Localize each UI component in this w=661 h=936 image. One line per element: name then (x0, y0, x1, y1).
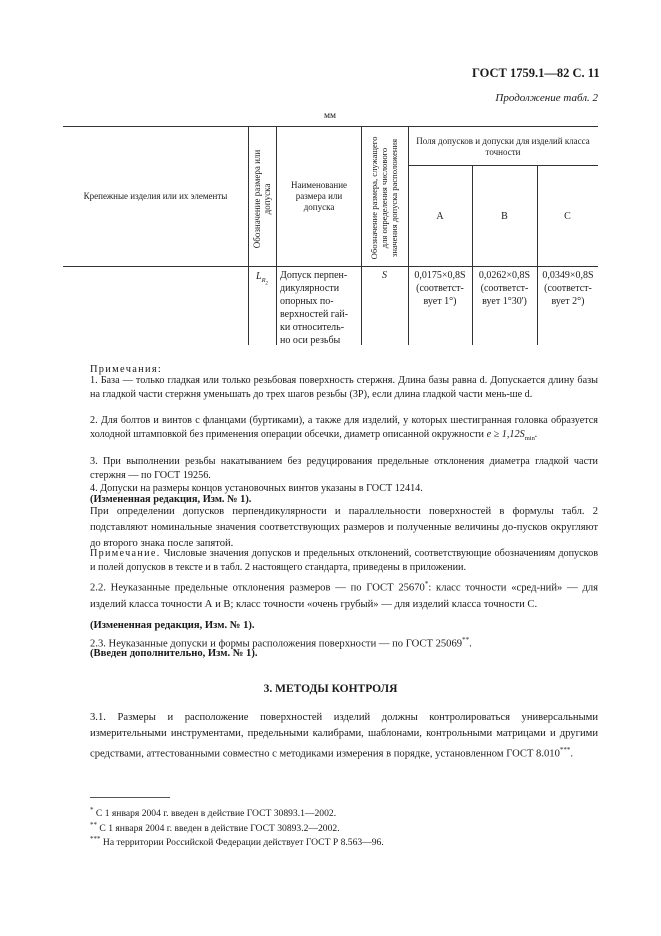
name-line: опорных по- (280, 296, 334, 307)
table-rule (537, 166, 538, 345)
footnote-3-text: На территории Российской Федерации действует ГОСТ Р 8.563—96. (102, 837, 384, 849)
footnote-1-mark: * (90, 806, 94, 814)
value-line: вует 1°30') (482, 296, 527, 307)
col-header-size-designation: Обозначение размера, служащего для определения числового значения допуска расположения (369, 136, 399, 260)
footnote-2-mark: ** (90, 821, 97, 829)
col-header-class-a: A (436, 211, 444, 222)
designation-sub: R (261, 277, 266, 284)
footnote-ref-1: * (424, 580, 429, 588)
footnote-3-mark: *** (90, 835, 101, 843)
note-4: 4. Допуски на размеры концов установочных винтов указаны в ГОСТ 12414. (90, 483, 423, 494)
value-line: 0,0262×0,8S (478, 270, 531, 281)
value-line: (соответст- (416, 283, 464, 294)
footnote-ref-3: *** (559, 746, 571, 754)
col-header-class-b: B (501, 211, 508, 222)
value-line: 0,0175×0,8S (414, 270, 466, 281)
section-heading: 3. МЕТОДЫ КОНТРОЛЯ (263, 683, 398, 695)
paragraph-tolerances: При определении допусков перпендикулярности и параллельности поверхностей в формулы табл. 2 подставляют номинальные значения соответствующих размеров и полученные величины до-пусков округляют до второго знака после запятой. (90, 506, 598, 549)
changed-note-2: (Измененная редакция, Изм. № 1). (90, 620, 255, 631)
table-rule (472, 166, 473, 345)
value-line: 0,0349×0,8S (542, 270, 594, 281)
paragraph-3-1 (90, 710, 598, 763)
cell-class-b (472, 269, 537, 308)
note-text: Числовые значения допусков и предельных отклонений, соответствующие обозначениям допусков и полей допусков в тексте и в табл. 2 настоящего стандарта, приведены в приложении. (90, 548, 599, 573)
footnote-2-text: С 1 января 2004 г. введен в действие ГОСТ 30893.2—2002. (99, 823, 340, 835)
p31-text: 3.1. Размеры и расположение поверхностей изделий должны контролироваться универсальными измерительными инструментами, предельными калибрами, шаблонами, контрольными матрицами и другими средствами, аттестованными совместно с методиками измерения в порядке, установленном ГОСТ 8.010 (90, 712, 598, 760)
unit-label: мм (324, 111, 337, 121)
note-2-text: 2. Для болтов и винтов с фланцами (буртиками), а также для изделий, у которых шестигранная головка образуется холодной штамповкой без применения операции обсечки, диаметр описанной окружности (90, 415, 598, 440)
cell-class-c (537, 269, 599, 308)
p31-end: . (570, 748, 574, 760)
name-line: верхностей гай- (280, 309, 349, 320)
col-header-name: Наименование размера или допуска (290, 180, 348, 212)
added-note: (Введен дополнительно, Изм. № 1). (90, 648, 258, 659)
paragraph-2-2 (90, 576, 598, 613)
col-header-tolerance-fields: Поля допусков и допуски для изделий класса точности (416, 136, 590, 157)
p23-end: . (469, 638, 472, 650)
value-line: (соответст- (544, 283, 592, 294)
note-1: 1. База — только гладкая или только резьбовая поверхность стержня. Длина базы равна d. Допускается длину базы на гладкой части стержня уменьшать до трех шагов резьбы (3P), если длина гладкой части мень-ше d. (90, 375, 598, 400)
changed-note-1: (Измененная редакция, Изм. № 1). (90, 494, 252, 505)
name-line: дикулярности (280, 283, 340, 294)
note-2-formula: $e \ge 1,12S_{min}$. (486, 429, 538, 443)
cell-class-a (408, 269, 472, 308)
designation-subsub: 2 (265, 281, 269, 287)
name-line: но оси резьбы (280, 335, 341, 346)
cell-designation (256, 270, 268, 290)
footnote-ref-2: ** (462, 636, 470, 644)
formula-main: e ≥ 1,12S (486, 429, 525, 440)
col-header-designation: Обозначение размера или допуска (252, 149, 272, 249)
name-line: ки относитель- (280, 322, 345, 333)
table-continuation-label: Продолжение табл. 2 (495, 92, 598, 104)
value-line: вует 1°) (423, 296, 457, 307)
footnote-divider (90, 797, 170, 798)
p22-rest: : класс точности «сред-ний» — для изделий класса точности А и В; класс точности «очень грубый» — для изделий класса точности С. (90, 582, 598, 610)
table-rule (248, 127, 249, 345)
col-header-class-c: C (564, 211, 571, 222)
table-rule (63, 126, 598, 127)
cell-name (280, 269, 360, 347)
note-3: 3. При выполнении резьбы накатыванием без редуцирования предельные отклонения диаметра гладкой части стержня — по ГОСТ 19256. (90, 456, 598, 481)
p22-text: 2.2. Неуказанные предельные отклонения размеров — по ГОСТ 25670 (90, 582, 425, 594)
footnote-1-text: С 1 января 2004 г. введен в действие ГОСТ 30893.1—2002. (95, 808, 337, 820)
note-label: Примечание. (90, 548, 161, 559)
table-rule (276, 127, 277, 345)
col-header-elements: Крепежные изделия или их элементы (83, 191, 228, 201)
note-appendix (90, 547, 598, 574)
name-line: Допуск перпен- (280, 270, 348, 281)
cell-size: S (382, 270, 387, 281)
formula-sub: min (524, 435, 535, 443)
page-title: ГОСТ 1759.1—82 С. 11 (472, 66, 600, 80)
table-rule (408, 165, 598, 166)
notes-title: Примечания: (90, 364, 163, 375)
designation-symbol: L (256, 271, 262, 282)
footnote-3 (90, 832, 384, 850)
table-rule (361, 127, 362, 345)
p23-text: 2.3. Неуказанные допуски и формы расположения поверхности — по ГОСТ 25069 (90, 638, 463, 650)
note-2 (90, 414, 598, 446)
value-line: (соответст- (480, 283, 529, 294)
table-rule (63, 266, 598, 267)
value-line: вует 2°) (551, 296, 585, 307)
